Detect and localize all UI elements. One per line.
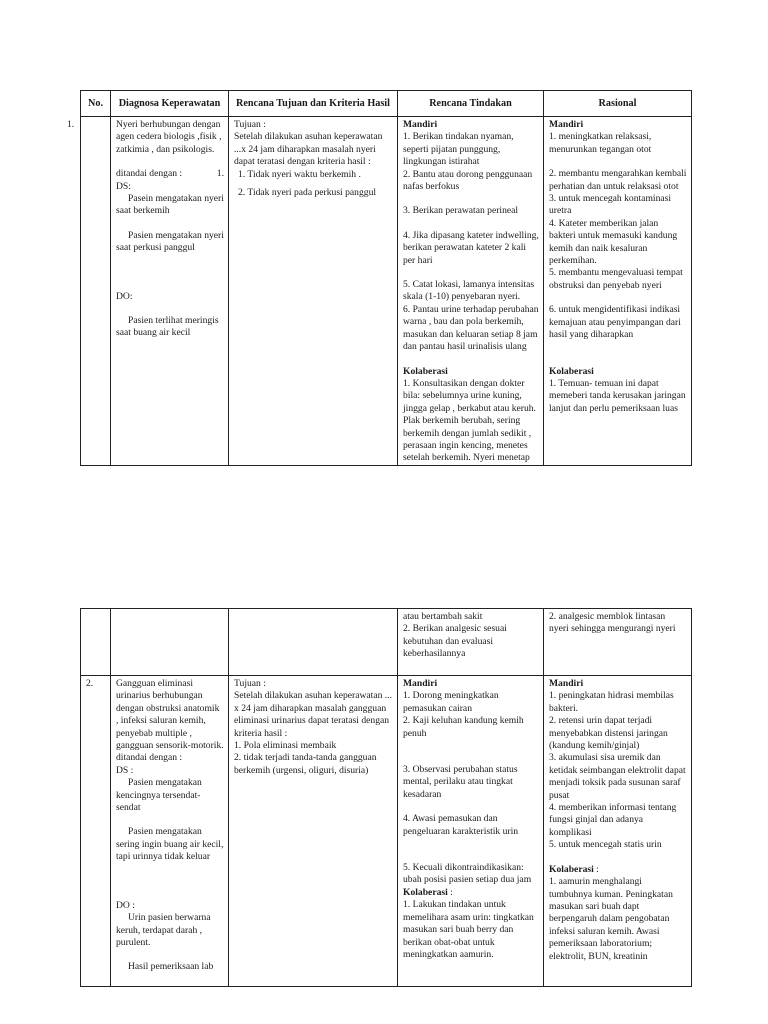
do-label: DO : [116,899,135,911]
rasional-item: 6. untuk mengidentifikasi indikasi kemajuan atau penyimpangan dari hasil yang diharapkan [549,304,681,341]
cell-tujuan [229,609,398,676]
rasional-item: 2. retensi urin dapat terjadi menyebabkan distensi jaringan (kandung kemih/ginjal) [549,715,668,752]
cell-diagnosa [111,676,229,987]
kolaborasi-label: Kolaberasi [549,365,594,377]
cell-tujuan [229,676,398,987]
rasional-item: 5. untuk mencegah statis urin [549,839,662,851]
cell-no [81,117,111,466]
tindakan-item: 4. Awasi pemasukan dan pengeluaran karakteristik urin [403,813,519,837]
criteria-item: 2. tidak terjadi tanda-tanda gangguan berkemih (urgensi, oliguri, disuria) [234,752,377,776]
ditandai-number: 1. [216,168,224,180]
cell-no [81,609,111,676]
kolaborasi-label: Kolaberasi [549,863,594,875]
tujuan-text: Setelah dilakukan asuhan keperawatan ...x 24 jam diharapkan masalah nyeri dapat teratasi dengan kriteria hasil : [234,131,383,168]
rasional-item: 3. akumulasi sisa uremik dan ketidak seimbangan elektrolit dapat menjadi toksik pada susunan saraf pusat [549,752,686,801]
row-number: 1. [67,119,75,130]
table-row [81,676,692,987]
tujuan-text: Setelah dilakukan asuhan keperawatan ... x 24 jam diharapkan masalah gangguan eliminasi urinarius dapat teratasi dengan kriteria hasil : [234,690,392,739]
do-item: Urin pasien berwarna keruh, terdapat darah , purulent. [116,912,211,948]
rasional-item: 4. Kateter memberikan jalan bakteri untuk memasuki kandung kemih dan naik kesaluran perkemihan. [549,217,678,267]
tindakan-item: 1. Berikan tindakan nyaman, seperti pijatan punggung, lingkungan istirahat [403,131,514,168]
cell-rasional [544,117,692,466]
criteria-item: 2. Tidak nyeri pada perkusi panggul [238,187,377,199]
tindakan-item: 4. Jika dipasang kateter indwelling, berikan perawatan kateter 2 kali per hari [403,229,539,266]
rasional-item: 5. membantu mengevaluasi tempat obstruksi dan penyebab nyeri [549,267,683,291]
tindakan-item: 5. Kecuali dikontraindikasikan: ubah posisi pasien setiap dua jam [403,862,532,886]
ds-item: Pasein mengatakan nyeri saat berkemih [116,193,224,217]
mandiri-label: Mandiri [403,678,438,689]
ds-item: Pasien mengatakan nyeri saat perkusi panggul [116,229,224,254]
header-no: No. [81,91,111,117]
ds-item: Pasien mengatakan kencingnya tersendat-sendat [116,777,202,814]
header-rasional: Rasional [544,91,692,117]
ds-item: Pasien mengatakan sering ingin buang air kecil, tapi urinnya tidak keluar [116,826,224,863]
table-row [81,117,692,466]
cell-tindakan [398,117,544,466]
rasional-item: 2. analgesic memblok lintasan nyeri sehingga mengurangi nyeri [549,611,676,635]
do-item: Hasil pemeriksaan lab [128,961,214,973]
tindakan-item: 6. Pantau urine terhadap perubahan warna , bau dan pola berkemih, masukan dan keluaran setiap 8 jam dan pantau hasil urinalisis ulang [403,303,539,353]
rasional-item: 1. meningkatkan relaksasi, menurunkan tegangan otot [549,131,652,155]
diagnosa-statement: Nyeri berhubungan dengan agen cedera biologis ,fisik , zatkimia , dan psikologis. [116,119,222,155]
cell-diagnosa [111,117,229,466]
criteria-item: 1. Tidak nyeri waktu berkemih . [238,168,361,180]
tindakan-item: atau bertambah sakit [403,611,483,622]
tindakan-item: 2. Berikan analgesic sesuai kebutuhan dan evaluasi keberhasilannya [403,623,507,660]
tindakan-item: 2. Kaji keluhan kandung kemih penuh [403,715,524,739]
tindakan-item: 2. Bantu atau dorong penggunaan nafas berfokus [403,168,533,193]
kolaborasi-label: Kolaberasi [403,365,448,377]
rasional-kolaborasi-item: 1. aamurin menghalangi tumbuhnya kuman. Peningkatan masukan sari buah dapt berpengaruh dalam pengobatan infeksi saluran kemih. Awasi pemeriksaan laboratorium; elektrolit, BUN, kreatinin [549,876,673,962]
nursing-care-table-2 [80,608,692,987]
kolaborasi-suffix: : [447,886,453,898]
tindakan-item: 3. Observasi perubahan status mental, perilaku atau tingkat kesadaran [403,764,518,800]
cell-tindakan [398,676,544,987]
do-label: DO: [116,290,133,302]
ditandai-line [116,168,224,180]
kolaborasi-suffix: : [593,863,599,875]
ditandai-label: ditandai dengan : [116,168,183,180]
header-tujuan: Rencana Tujuan dan Kriteria Hasil [229,91,398,117]
cell-tujuan [229,117,398,466]
tindakan-kolaborasi-item: 1. Konsultasikan dengan dokter bila: sebelumnya urine kuning, jingga gelap , berkabut atau keruh. Plak berkemih berubah, sering berkemih dengan jumlah sedikit , perasaan ingin kencing, menetes setelah berkemih. Nyeri menetap [403,377,536,464]
rasional-item: 1. peningkatan hidrasi membilas bakteri. [549,690,674,714]
rasional-item: 2. membantu mengarahkan kembali perhatian dan untuk relaksasi otot [549,168,687,192]
mandiri-label: Mandiri [403,119,438,130]
cell-diagnosa [111,609,229,676]
rasional-item: 4. memberikan informasi tentang fungsi ginjal dan adanya komplikasi [549,802,677,838]
header-tindakan: Rencana Tindakan [398,91,544,117]
cell-rasional [544,676,692,987]
table-row-continuation [81,609,692,676]
cell-tindakan [398,609,544,676]
mandiri-label: Mandiri [549,678,584,689]
mandiri-label: Mandiri [549,119,584,130]
tujuan-label: Tujuan : [234,119,266,130]
cell-rasional [544,609,692,676]
tindakan-kolaborasi-item: 1. Lakukan tindakan untuk memelihara asam urin: tingkatkan masukan sari buah berry dan berikan obat-obat untuk meningkatkan aamurin. [403,899,534,960]
rasional-item: 3. untuk mencegah kontaminasi uretra [549,193,672,217]
kolaborasi-heading [403,887,539,899]
rasional-kolaborasi-item: 1. Temuan- temuan ini dapat memeberi tanda kerusakan jaringan lanjut dan perlu pemeriksaan luas [549,377,686,414]
ditandai-label: ditandai dengan : [116,752,183,764]
tujuan-label: Tujuan : [234,678,266,689]
do-item: Pasien terlihat meringis saat buang air kecil [116,315,219,339]
tindakan-item: 1. Dorong meningkatkan pemasukan cairan [403,690,499,714]
ds-label: DS : [116,764,134,776]
kolaborasi-label: Kolaberasi [403,886,448,898]
cell-no: 2. [81,676,111,987]
ds-label: DS: [116,180,131,192]
diagnosa-statement: Gangguan eliminasi urinarius berhubungan dengan obstruksi anatomik , infeksi saluran kemih, penyebab multiple , gangguan sensorik-motorik. [116,678,224,752]
criteria-item: 1. Pola eliminasi membaik [234,740,337,752]
tindakan-item: 5. Catat lokasi, lamanya intensitas skala (1-10) penyebaran nyeri. [403,279,535,303]
table-header-row [81,91,692,117]
nursing-care-table-1 [80,90,692,466]
tindakan-item: 3. Berikan perawatan perineal [403,205,519,217]
header-diagnosa: Diagnosa Keperawatan [111,91,229,117]
kolaborasi-heading [549,864,687,876]
